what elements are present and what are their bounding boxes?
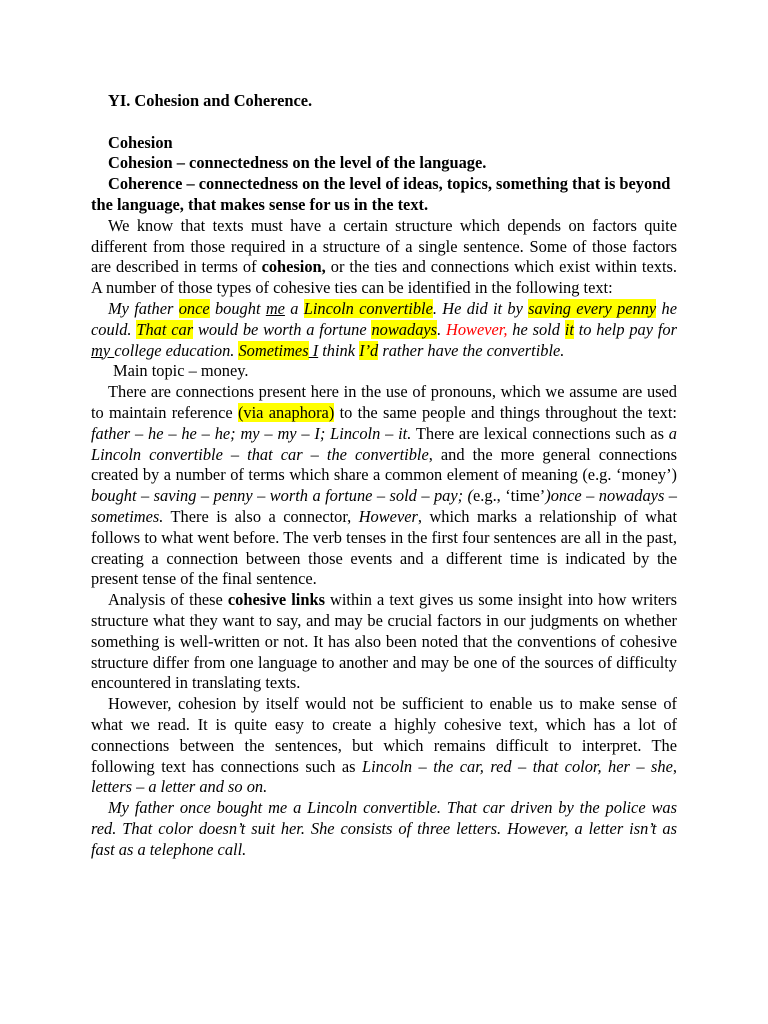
ex1-seg: My father (108, 298, 179, 318)
p3-seg: within a text gives us some insight into how writers structure what they want to say, and may be crucial factors in our judgments on whether something is well-written or not. It has also been noted that the conventions of cohesive structure differ from one language to another and may be one of the sources of difficulty encountered in translating texts. (91, 590, 677, 693)
ex1-seg: bought (209, 298, 266, 318)
ex1-red-connector: However, (446, 319, 508, 339)
ex1-underline: me (265, 298, 285, 318)
cohesion-definition: Cohesion – connectedness on the level of the language. (108, 153, 487, 173)
p2-seg: There are connections present here in the use of pronouns, which we assume are used to maintain reference (91, 382, 677, 422)
p2-highlight: (via anaphora) (237, 402, 335, 422)
p2-seg: There are lexical connections such as (411, 423, 669, 443)
intro-text-b: or the ties and connections which exist within texts. A number of those types of cohesive ties can be identified in the following text: (91, 257, 677, 298)
ex1-seg: to help pay for (573, 319, 677, 339)
p2-seg: There is also a connector, (163, 506, 359, 526)
p2-seg: e.g., ‘time’ (473, 486, 546, 506)
cohesive-links-paragraph (91, 590, 677, 694)
example-text-2: My father once bought me a Lincoln convertible. That car driven by the police was red. That color doesn’t suit her. She consists of three letters. However, a letter isn’t as fast as a telephone call. (91, 798, 677, 859)
p4-italic: Lincoln – the car, red – that color, her – she (362, 756, 673, 776)
main-topic: Main topic – money. (113, 361, 249, 381)
section-title: YI. Cohesion and Coherence. (108, 91, 313, 110)
intro-text-a: We know that texts must have a certain structure which depends on factors quite different from those required in a structure of a single sentence. Some of those factors are described in terms of (91, 215, 677, 277)
ex1-highlight: That car (136, 319, 194, 339)
ex1-highlight: saving every penny (528, 298, 657, 318)
p4-italic: letters – a letter and so on. (91, 777, 268, 797)
intro-paragraph (91, 216, 677, 299)
ex1-highlight: I’d (359, 340, 379, 360)
ex1-highlight: once (178, 298, 210, 318)
ex1-seg: he sold (507, 319, 565, 339)
p2-seg: , which marks a relationship of what follows to what went before. The verb tenses in the first four sentences are all in the past, creating a connection between those events and a different time is indicated by the present tense of the final sentence. (91, 506, 677, 589)
analysis-paragraph (91, 382, 677, 590)
ex1-seg: think (318, 340, 360, 360)
ex1-seg: college education. (114, 340, 239, 360)
p2-seg: , and the more general connections created by a number of terms which share a common element of meaning (e.g. ‘money’) (91, 444, 677, 485)
ex1-seg: would be worth a fortune (193, 319, 372, 339)
p2-seg: to the same people and things throughout the text: (334, 402, 677, 422)
cohesion-insufficient-paragraph (91, 694, 677, 798)
p2-italic: However (358, 506, 418, 526)
ex1-highlight: Sometimes (238, 340, 309, 360)
intro-bold-term: cohesion, (261, 257, 326, 277)
p4-seg: , (672, 756, 677, 776)
coherence-definition: Coherence – connectedness on the level of ideas, topics, something that is beyond the language, that makes sense for us in the text. (91, 174, 671, 214)
ex1-highlight: Lincoln convertible (303, 298, 433, 318)
cohesion-heading: Cohesion (108, 132, 173, 152)
ex1-seg: he could. (91, 298, 677, 339)
ex1-seg: rather have the convertible. (378, 340, 565, 360)
ex1-seg: . He did it by (432, 298, 529, 318)
p2-italic: bought – saving – penny – worth a fortune – sold – pay; ( (91, 486, 473, 506)
p2-italic: a Lincoln convertible – that car – the convertible (91, 423, 677, 464)
p3-seg: Analysis of these (108, 590, 228, 610)
p4-seg: However, cohesion by itself would not be sufficient to enable us to make sense of what we read. It is quite easy to create a highly cohesive text, which has a lot of connections between the sentences, but which remains difficult to interpret. The following text has connections such as (91, 694, 677, 776)
ex1-underline: I (308, 340, 319, 360)
ex1-highlight: it (564, 319, 574, 339)
ex1-underline: my (91, 340, 115, 360)
p2-italic: )once – nowadays – sometimes. (91, 486, 677, 526)
ex1-highlight: nowadays (371, 319, 438, 339)
example-text-1 (91, 299, 677, 361)
ex1-seg: . (437, 319, 446, 339)
ex1-seg: a (284, 298, 304, 318)
p3-bold-term: cohesive links (227, 590, 325, 610)
p2-italic: father – he – he – he; my – my – I; Lincoln – it. (91, 423, 412, 443)
